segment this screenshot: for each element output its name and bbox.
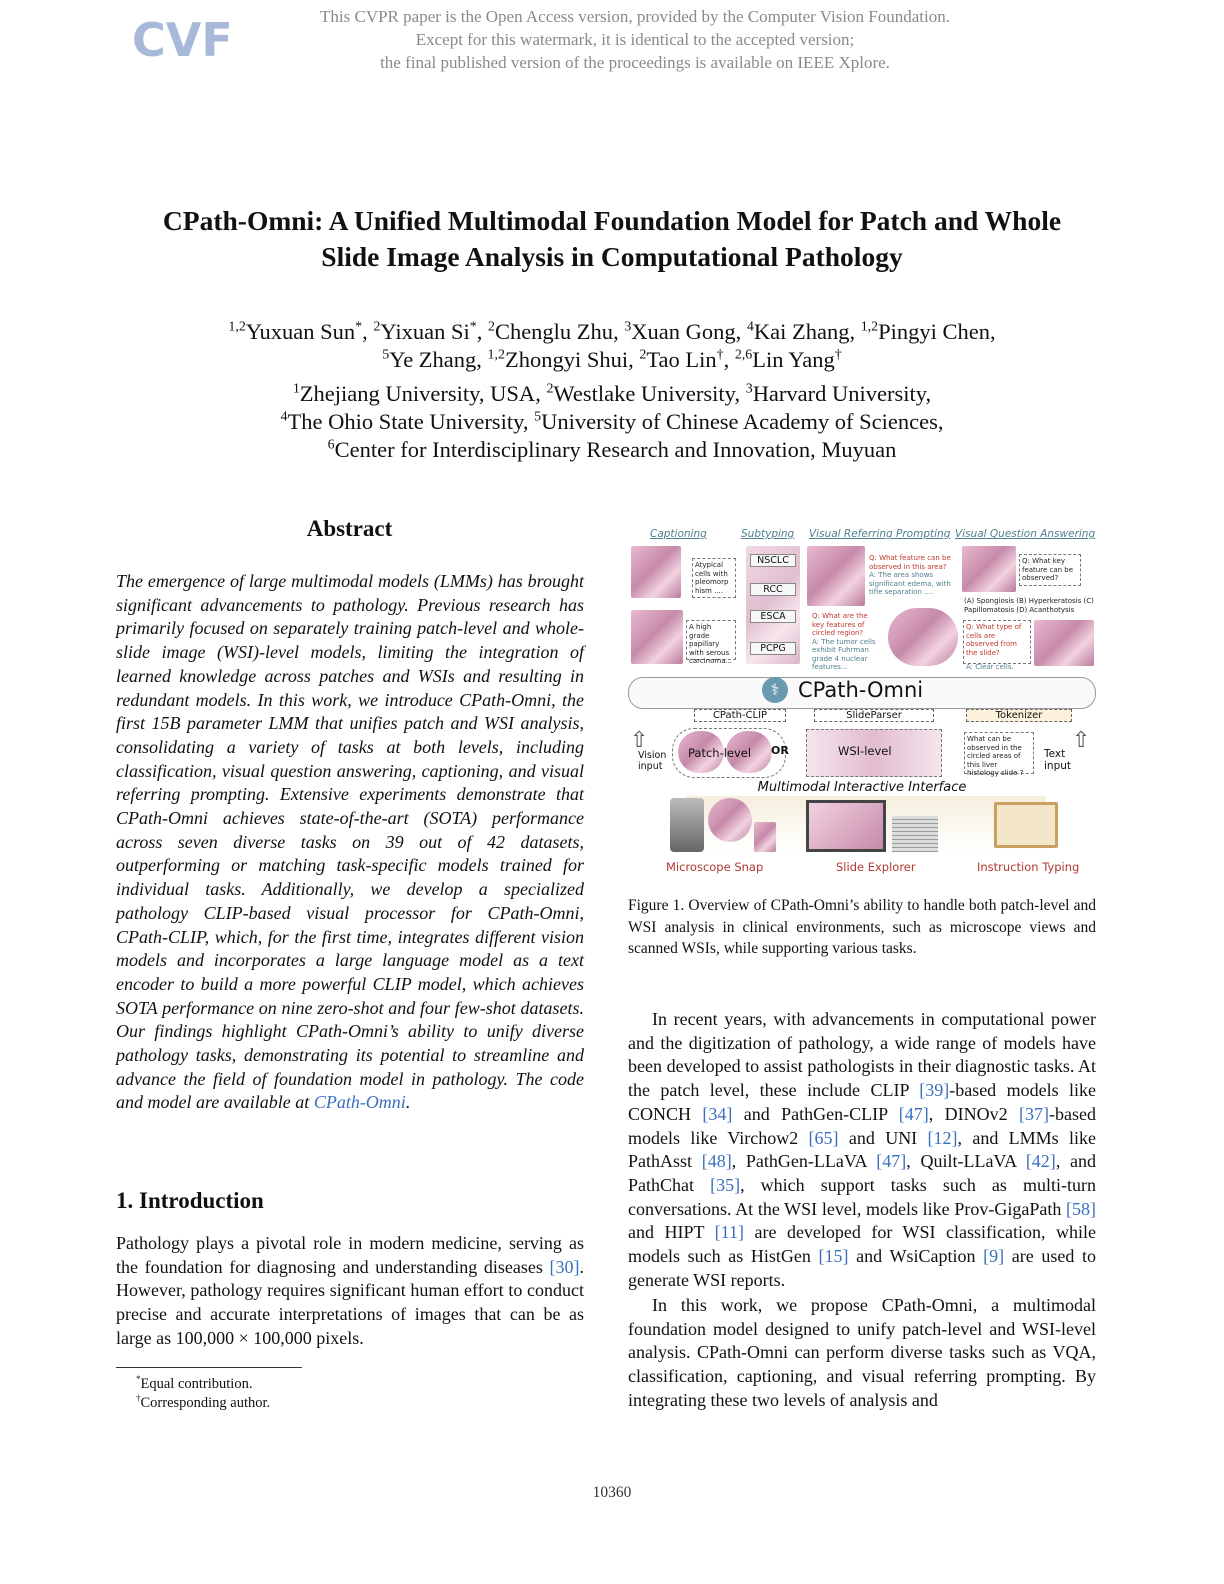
citation-link[interactable]: [9] (983, 1246, 1005, 1267)
affiliation-line-1: $^1$Zhejiang University, USA, $^2$Westlake University, $^3$Harvard University, (292, 381, 932, 406)
citation-link[interactable]: [35] (710, 1174, 741, 1195)
vqa-wsi (1034, 620, 1094, 666)
caption-box-2: A high grade papillary with serous carcinoma... (686, 620, 736, 660)
watermark-text (250, 5, 1020, 74)
watermark-line-3: the final published version of the proceedings is available on IEEE Xplore. (380, 53, 890, 72)
vrp-question-1: Q: What feature can be observed in this area? (869, 554, 951, 571)
footnote-rule (116, 1367, 302, 1368)
citation-link[interactable]: [39] (919, 1080, 950, 1101)
author: $^2$Chenglu Zhu (487, 319, 614, 344)
citation-link[interactable]: [48] (701, 1151, 732, 1172)
vqa-options: (A) Spongiosis (B) Hyperkeratosis (C) Papillomatosis (D) Acanthotysis (962, 595, 1096, 617)
category-vqa: Visual Question Answering (955, 528, 1096, 540)
subtype-rcc: RCC (750, 583, 796, 596)
author: $^4$Kai Zhang (746, 319, 850, 344)
vqa-patch (962, 546, 1016, 592)
module-slideparser: SlideParser (814, 709, 934, 722)
arrow-up-icon: ⇧ (630, 728, 649, 753)
intro-paragraph: Pathology plays a pivotal role in modern medicine, serving as the foundation for diagnosing and understanding diseases [30]. However, pathology requires significant human effort to conduct precise and accurate interpretations of images that can be as large as 100,000 × 100,000 pixels. (116, 1233, 584, 1348)
vrp-qa-1 (867, 552, 957, 604)
title-line-2: Slide Image Analysis in Computational Pathology (321, 241, 903, 272)
author: $^{1,2}$Zhongyi Shui (487, 347, 629, 372)
module-tokenizer: Tokenizer (966, 709, 1072, 722)
author-line-1: $^{1,2}$Yuxuan Sun*, $^2$Yixuan Si*, $^2$Chenglu Zhu, $^3$Xuan Gong, $^4$Kai Zhang, $^{1,2}$Pingyi Chen, (228, 319, 996, 344)
microscope-patch (754, 822, 776, 852)
vqa-qa-2 (963, 620, 1031, 671)
citation-link[interactable]: [34] (702, 1103, 733, 1124)
arrow-up-icon-right: ⇧ (1072, 728, 1091, 753)
patch-image (631, 546, 681, 598)
citation-link[interactable]: [12] (927, 1127, 958, 1148)
author: $^{2,6}$Lin Yang† (734, 347, 842, 372)
affiliation-line-2: $^4$The Ohio State University, $^5$University of Chinese Academy of Sciences, (280, 409, 944, 434)
or-label: OR (771, 744, 789, 757)
model-name: CPath-Omni (798, 678, 924, 702)
page-number: 10360 (592, 1484, 632, 1501)
citation-link[interactable]: [30] (549, 1256, 580, 1277)
vrp-qa-2 (810, 610, 884, 671)
paper-title (80, 203, 1144, 275)
slide-stack-illustration (892, 816, 938, 852)
footnote-corresponding: †Corresponding author. (136, 1393, 271, 1411)
text-query-box: What can be observed in the circled areas of this liver histology slide ? (964, 732, 1034, 774)
vqa-question-1: Q: What key feature can be observed? (1019, 554, 1081, 586)
author: $^5$Ye Zhang (382, 347, 477, 372)
figure-1 (626, 522, 1098, 884)
citation-link[interactable]: [42] (1025, 1151, 1056, 1172)
vqa-question-2: Q: What type of cells are observed from the slide? (966, 623, 1022, 657)
citation-link[interactable]: [37] (1019, 1103, 1050, 1124)
vrp-patch (807, 546, 865, 606)
module-cpath-clip: CPath-CLIP (694, 709, 786, 722)
microscope-illustration (670, 798, 704, 852)
vision-input-label: Vision input (638, 750, 667, 772)
patch-level-label: Patch-level (688, 746, 752, 760)
author: $^3$Xuan Gong (624, 319, 736, 344)
citation-link[interactable]: [47] (876, 1151, 907, 1172)
text-input-label: Text input (1044, 748, 1072, 772)
footnote-equal: *Equal contribution. (136, 1374, 253, 1392)
vrp-answer-2: A: The tumor cells exhibit Fuhrman grade 4 nuclear features... (812, 637, 876, 671)
author: $^2$Yixuan Si* (373, 319, 477, 344)
subtype-nsclc: NSCLC (750, 554, 796, 567)
author: $^2$Tao Lin† (639, 347, 724, 372)
title-line-1: CPath-Omni: A Unified Multimodal Foundation Model for Patch and Whole (162, 205, 1062, 236)
citation-link[interactable]: [11] (714, 1222, 744, 1243)
caption-box-1: Atypical cells with pleomorp hism .... (692, 558, 736, 598)
affiliation-list (60, 380, 1164, 464)
category-vrp: Visual Referring Prompting (809, 528, 951, 540)
microscope-view (708, 798, 752, 842)
label-slide-explorer: Slide Explorer (836, 860, 916, 874)
laptop-illustration (994, 802, 1058, 848)
vrp-question-2: Q: What are the key features of circled region? (812, 612, 868, 637)
citation-link[interactable]: [65] (808, 1127, 839, 1148)
body-paragraph-1: In recent years, with advancements in computational power and the digitization of pathology, a wide range of models have been developed to assist pathologists in their diagnostic tasks. At the patch level, these include CLIP [39]-based models like CONCH [34] and PathGen-CLIP [47], DINOv2 [37]-based models like Virchow2 [65] and UNI [12], and LMMs like PathAsst [48], PathGen-LLaVA [47], Quilt-LLaVA [42], and PathChat [35], which support tasks such as multi-turn conversations. At the WSI level, models like Prov-GigaPath [58] and HIPT [11] are developed for WSI classification, while models such as HistGen [15] and WsiCaption [9] are used to generate WSI reports. (628, 1009, 1097, 1290)
intro-heading: 1. Introduction (116, 1188, 264, 1213)
citation-link[interactable]: [47] (898, 1103, 929, 1124)
subtype-pcpg: PCPG (750, 642, 796, 655)
vrp-answer-1: A: The area shows significant edema, with tifie separation .... (869, 571, 951, 596)
abstract-body: The emergence of large multimodal models (LMMs) has brought significant advancements to pathology. Previous research has primarily focused on separately training patch-level and whole-slide image (WSI)-level models, limiting the integration of learned knowledge across patches and WSIs and resulting in redundant models. In this work, we introduce CPath-Omni, the first 15B parameter LMM that unifies patch and WSI analysis, consolidating a variety of tasks at both levels, including classification, visual question answering, captioning, and visual referring prompting. Extensive experiments demonstrate that CPath-Omni achieves state-of-the-art (SOTA) performance across seven diverse tasks on 39 out of 42 datasets, outperforming or matching task-specific models trained for individual tasks. Additionally, we develop a specialized pathology CLIP-based visual processor for CPath-Omni, CPath-CLIP, which, for the first time, integrates different vision models and incorporates a large language model as a text encoder to build a more powerful CLIP model, which achieves SOTA performance on nine zero-shot and four few-shot datasets. Our findings highlight CPath-Omni’s ability to unify diverse pathology tasks, demonstrating its potential to streamline and advance the field of foundation model in pathology. The code and model are available at CPath-Omni. (116, 571, 584, 1113)
label-instruction-typing: Instruction Typing (977, 860, 1080, 874)
subtype-esca: ESCA (750, 610, 796, 623)
abstract-heading: Abstract (306, 516, 393, 541)
cvf-logo-text: CVF (132, 13, 233, 67)
citation-link[interactable]: [58] (1066, 1198, 1096, 1219)
interface-label: Multimodal Interactive Interface (757, 780, 967, 795)
author-line-2: $^5$Ye Zhang, $^{1,2}$Zhongyi Shui, $^2$Tao Lin†, $^{2,6}$Lin Yang† (382, 347, 842, 372)
cvf-logo (132, 8, 233, 75)
microscope-icon: ⚕ (762, 677, 788, 703)
label-microscope-snap: Microscope Snap (666, 860, 764, 874)
watermark-line-2: Except for this watermark, it is identical to the accepted version; (415, 30, 855, 49)
category-subtyping: Subtyping (741, 528, 795, 540)
author: $^{1,2}$Yuxuan Sun* (228, 319, 363, 344)
monitor-illustration (806, 800, 886, 852)
category-captioning: Captioning (650, 528, 707, 540)
wsi-thumbnail (631, 610, 683, 664)
cvf-logo-graphic (132, 8, 233, 70)
vrp-circled-region (888, 608, 958, 666)
watermark-line-1: This CVPR paper is the Open Access version, provided by the Computer Vision Foundation. (320, 7, 950, 26)
citation-link[interactable]: [15] (818, 1246, 849, 1267)
body-paragraph-2: In this work, we propose CPath-Omni, a multimodal foundation model designed to unify patch-level and WSI-level analysis. CPath-Omni can perform diverse tasks such as VQA, classification, captioning, and visual referring prompting. By integrating these two levels of analysis and (628, 1295, 1096, 1410)
code-link[interactable]: CPath-Omni (313, 1092, 406, 1113)
vqa-answer-2: A: Clear cells. (966, 663, 1014, 671)
figure-caption: Figure 1. Overview of CPath-Omni’s ability to handle both patch-level and WSI analysis in clinical environments, such as microscope views and scanned WSIs, while supporting various tasks. (628, 897, 1096, 957)
affiliation-line-3: $^6$Center for Interdisciplinary Research and Innovation, Muyuan (327, 437, 897, 462)
author-list (60, 318, 1164, 374)
author: $^{1,2}$Pingyi Chen (860, 319, 991, 344)
wsi-level-label: WSI-level (838, 744, 892, 758)
